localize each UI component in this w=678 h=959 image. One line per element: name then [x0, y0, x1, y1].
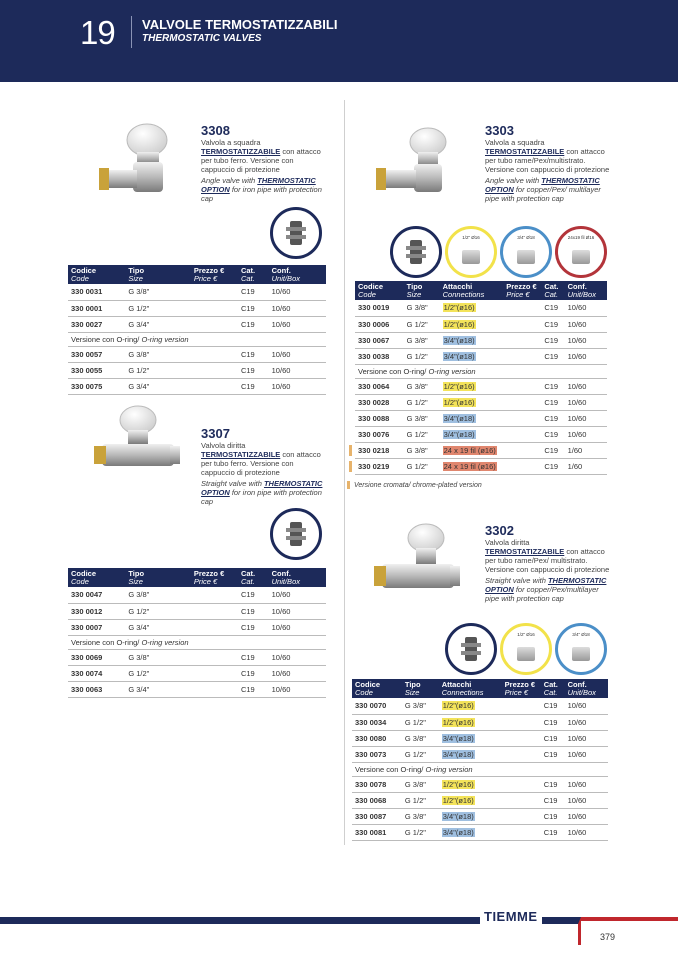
item-price: [191, 649, 238, 665]
item-code: 330 0012: [68, 603, 125, 619]
item-price: [503, 332, 541, 348]
valve-3307-photo: [88, 400, 188, 480]
item-size: G 3/8": [402, 808, 439, 824]
item-code: 330 0064: [355, 378, 404, 394]
product-code: 3307: [201, 426, 230, 441]
connection-half-inch-thumb: 1/2" Ø16: [500, 623, 552, 675]
item-conf: 10/60: [565, 792, 608, 808]
footer-hook: [573, 917, 581, 945]
product-3307-info: [201, 427, 327, 506]
col-header-conn: Attacchi Connections: [440, 281, 504, 300]
item-connection: 1/2"(ø16): [440, 378, 504, 394]
item-conf: 10/60: [269, 300, 326, 316]
item-cat: C19: [238, 681, 269, 697]
valve-3308-photo: [95, 120, 185, 200]
item-code: 330 0006: [355, 316, 404, 332]
head-detail-thumb: [270, 508, 322, 560]
item-price: [191, 665, 238, 681]
item-code: 330 0019: [355, 300, 404, 316]
item-size: G 3/8": [404, 332, 440, 348]
table-row: [355, 394, 607, 410]
item-conf: 10/60: [565, 698, 608, 714]
item-size: G 3/8": [125, 587, 191, 603]
item-code: 330 0069: [68, 649, 125, 665]
col-header-code: Codice Code: [355, 281, 404, 300]
item-connection: 3/4"(ø18): [439, 824, 502, 840]
item-code: 330 0219: [355, 458, 404, 474]
item-code: 330 0047: [68, 587, 125, 603]
col-header-conn: Attacchi Connections: [439, 679, 502, 698]
col-header-size: Tipo Size: [402, 679, 439, 698]
item-price: [502, 824, 541, 840]
item-connection: 1/2"(ø16): [439, 776, 502, 792]
item-cat: C19: [238, 378, 269, 394]
item-size: G 3/8": [404, 410, 440, 426]
item-code: 330 0081: [352, 824, 402, 840]
item-cat: C19: [238, 619, 269, 635]
product-description-en: Straight valve with THERMOSTATIC OPTION for copper/Pex/multilayer pipe with protection cap: [485, 576, 607, 603]
item-code: 330 0088: [355, 410, 404, 426]
connection-three-quarter-thumb: 3/4" Ø18: [500, 226, 552, 278]
item-connection: 3/4"(ø18): [440, 426, 504, 442]
page-header: [0, 0, 678, 82]
item-size: G 3/4": [125, 378, 191, 394]
chrome-note: Versione cromata/ chrome-plated version: [347, 481, 482, 489]
item-conf: 10/60: [269, 284, 326, 300]
connection-24x19-thumb: 24x19 fil Ø16: [555, 226, 607, 278]
table-row: [355, 300, 607, 316]
item-price: [502, 714, 541, 730]
page-number: 379: [600, 932, 616, 942]
item-code: 330 0068: [352, 792, 402, 808]
table-row: [352, 776, 608, 792]
item-cat: C19: [238, 603, 269, 619]
item-conf: 10/60: [565, 348, 607, 364]
item-price: [503, 442, 541, 458]
col-header-price: Prezzo € Price €: [191, 568, 238, 587]
item-cat: C19: [541, 698, 565, 714]
column-divider: [344, 100, 345, 845]
table-row: [355, 332, 607, 348]
col-header-price: Prezzo € Price €: [502, 679, 541, 698]
product-3303-info: [485, 124, 615, 203]
item-cat: C19: [541, 746, 565, 762]
table-row: [355, 410, 607, 426]
table-row: [68, 619, 326, 635]
item-cat: C19: [541, 300, 564, 316]
item-conf: 10/60: [269, 619, 326, 635]
item-size: G 1/2": [125, 603, 191, 619]
table-row: [68, 346, 326, 362]
item-conf: 10/60: [565, 332, 607, 348]
item-cat: C19: [238, 587, 269, 603]
item-price: [502, 746, 541, 762]
item-cat: C19: [238, 362, 269, 378]
item-conf: 10/60: [269, 649, 326, 665]
product-code: 3303: [485, 123, 514, 138]
table-row: [68, 316, 326, 332]
item-cat: C19: [238, 284, 269, 300]
table-row: [68, 681, 326, 697]
item-size: G 3/8": [402, 698, 439, 714]
fitting-icon: [462, 250, 480, 264]
col-header-size: Tipo Size: [125, 265, 191, 284]
head-detail-thumb: [445, 623, 497, 675]
item-conf: 10/60: [269, 587, 326, 603]
item-price: [191, 284, 238, 300]
page-title: VALVOLE TERMOSTATIZZABILI: [142, 17, 338, 32]
item-cat: C19: [541, 378, 564, 394]
item-size: G 1/2": [404, 458, 440, 474]
col-header-cat: Cat. Cat.: [541, 679, 565, 698]
item-code: 330 0034: [352, 714, 402, 730]
table-row: [352, 730, 608, 746]
product-description-en: Angle valve with THERMOSTATIC OPTION for iron pipe with protection cap: [201, 176, 322, 203]
table-row: [68, 300, 326, 316]
item-conf: 10/60: [269, 346, 326, 362]
item-connection: 3/4"(ø18): [439, 730, 502, 746]
fitting-icon: [572, 250, 590, 264]
item-conf: 10/60: [565, 410, 607, 426]
item-code: 330 0218: [355, 442, 404, 458]
item-size: G 3/8": [125, 346, 191, 362]
item-price: [191, 587, 238, 603]
item-connection: 24 x 19 fil (ø16): [440, 458, 504, 474]
product-3308-info: [201, 124, 327, 203]
item-code: 330 0074: [68, 665, 125, 681]
item-size: G 3/8": [404, 378, 440, 394]
item-cat: C19: [238, 649, 269, 665]
item-cat: C19: [238, 346, 269, 362]
item-code: 330 0027: [68, 316, 125, 332]
item-price: [191, 300, 238, 316]
table-row: [68, 378, 326, 394]
item-connection: 3/4"(ø18): [440, 332, 504, 348]
table-row: [355, 378, 607, 394]
page-subtitle: THERMOSTATIC VALVES: [142, 33, 262, 44]
oring-subheader: Versione con O-ring/ O-ring version: [68, 332, 326, 346]
item-code: 330 0075: [68, 378, 125, 394]
item-cat: C19: [541, 792, 565, 808]
item-conf: 10/60: [565, 808, 608, 824]
item-price: [191, 619, 238, 635]
item-conf: 10/60: [565, 378, 607, 394]
item-size: G 1/2": [402, 746, 439, 762]
item-size: G 3/8": [125, 284, 191, 300]
table-row: [352, 792, 608, 808]
oring-subheader: Versione con O-ring/ O-ring version: [68, 635, 326, 649]
item-size: G 3/4": [125, 681, 191, 697]
item-size: G 1/2": [404, 394, 440, 410]
item-price: [502, 792, 541, 808]
item-connection: 3/4"(ø18): [440, 348, 504, 364]
item-cat: C19: [238, 316, 269, 332]
item-size: G 3/8": [404, 442, 440, 458]
oring-subheader: Versione con O-ring/ O-ring version: [352, 762, 608, 776]
item-price: [191, 362, 238, 378]
table-row: [352, 714, 608, 730]
col-header-price: Prezzo € Price €: [191, 265, 238, 284]
item-cat: C19: [541, 808, 565, 824]
product-code: 3308: [201, 123, 230, 138]
col-header-price: Prezzo € Price €: [503, 281, 541, 300]
product-3302-info: [485, 524, 615, 603]
item-code: 330 0078: [352, 776, 402, 792]
section-number: 19: [80, 14, 115, 51]
item-code: 330 0076: [355, 426, 404, 442]
table-3307: [68, 568, 326, 698]
item-price: [503, 394, 541, 410]
fitting-icon: [517, 250, 535, 264]
connection-three-quarter-thumb: 3/4" Ø18: [555, 623, 607, 675]
item-cat: C19: [541, 458, 564, 474]
item-cat: C19: [541, 730, 565, 746]
fitting-icon: [572, 647, 590, 661]
item-code: 330 0087: [352, 808, 402, 824]
item-connection: 1/2"(ø16): [439, 698, 502, 714]
product-description-it: Valvola diritta TERMOSTATIZZABILE con attacco per tubo rame/Pex/ multistrato. Versione con cappuccio di protezione: [485, 538, 610, 574]
item-price: [503, 458, 541, 474]
item-conf: 1/60: [565, 458, 607, 474]
item-price: [191, 346, 238, 362]
item-code: 330 0038: [355, 348, 404, 364]
item-cat: C19: [541, 776, 565, 792]
item-code: 330 0028: [355, 394, 404, 410]
col-header-size: Tipo Size: [404, 281, 440, 300]
table-row: [68, 665, 326, 681]
item-price: [503, 348, 541, 364]
item-cat: C19: [541, 426, 564, 442]
item-code: 330 0001: [68, 300, 125, 316]
table-row: [68, 649, 326, 665]
item-price: [191, 603, 238, 619]
item-conf: 10/60: [565, 426, 607, 442]
item-cat: C19: [238, 665, 269, 681]
item-size: G 3/8": [402, 730, 439, 746]
item-code: 330 0031: [68, 284, 125, 300]
item-connection: 3/4"(ø18): [439, 746, 502, 762]
product-description-it: Valvola a squadra TERMOSTATIZZABILE con attacco per tubo ferro. Versione con cappuccio di protezione: [201, 138, 321, 174]
item-size: G 3/4": [125, 316, 191, 332]
item-size: G 3/8": [125, 649, 191, 665]
item-conf: 10/60: [565, 776, 608, 792]
item-cat: C19: [541, 332, 564, 348]
col-header-conf: Conf. Unit/Box: [269, 265, 326, 284]
item-conf: 10/60: [269, 316, 326, 332]
item-conf: 10/60: [565, 394, 607, 410]
item-price: [503, 316, 541, 332]
col-header-code: Codice Code: [68, 568, 125, 587]
item-price: [502, 730, 541, 746]
item-cat: C19: [238, 300, 269, 316]
item-cat: C19: [541, 824, 565, 840]
item-connection: 1/2"(ø16): [439, 714, 502, 730]
col-header-code: Codice Code: [68, 265, 125, 284]
table-3302: [352, 679, 608, 841]
item-cat: C19: [541, 394, 564, 410]
col-header-conf: Conf. Unit/Box: [565, 281, 607, 300]
item-code: 330 0067: [355, 332, 404, 348]
item-price: [191, 316, 238, 332]
item-size: G 3/4": [125, 619, 191, 635]
col-header-cat: Cat. Cat.: [541, 281, 564, 300]
item-code: 330 0007: [68, 619, 125, 635]
item-conf: 1/60: [565, 442, 607, 458]
col-header-conf: Conf. Unit/Box: [269, 568, 326, 587]
col-header-cat: Cat. Cat.: [238, 568, 269, 587]
item-code: 330 0073: [352, 746, 402, 762]
header-divider: [131, 16, 132, 48]
item-conf: 10/60: [565, 300, 607, 316]
item-size: G 1/2": [402, 824, 439, 840]
item-size: G 1/2": [125, 665, 191, 681]
item-price: [502, 776, 541, 792]
product-description-it: Valvola a squadra TERMOSTATIZZABILE con attacco per tubo rame/Pex/multistrato. Versione con cappuccio di protezione: [485, 138, 610, 174]
item-price: [502, 808, 541, 824]
product-code: 3302: [485, 523, 514, 538]
table-row: [355, 348, 607, 364]
table-row: [355, 426, 607, 442]
item-code: 330 0070: [352, 698, 402, 714]
item-connection: 1/2"(ø16): [440, 300, 504, 316]
item-conf: 10/60: [269, 681, 326, 697]
item-size: G 3/8": [404, 300, 440, 316]
head-detail-thumb: [390, 226, 442, 278]
item-code: 330 0063: [68, 681, 125, 697]
item-code: 330 0080: [352, 730, 402, 746]
item-connection: 3/4"(ø18): [440, 410, 504, 426]
item-size: G 1/2": [125, 362, 191, 378]
item-price: [191, 378, 238, 394]
footer-accent: [581, 917, 678, 921]
table-row: [352, 808, 608, 824]
table-row: [68, 284, 326, 300]
col-header-conf: Conf. Unit/Box: [565, 679, 608, 698]
item-code: 330 0057: [68, 346, 125, 362]
item-code: 330 0055: [68, 362, 125, 378]
item-size: G 1/2": [125, 300, 191, 316]
table-row: [355, 458, 607, 474]
item-cat: C19: [541, 714, 565, 730]
table-row: [68, 587, 326, 603]
item-size: G 1/2": [402, 792, 439, 808]
item-connection: 3/4"(ø18): [439, 808, 502, 824]
item-connection: 1/2"(ø16): [440, 394, 504, 410]
item-size: G 3/8": [402, 776, 439, 792]
item-conf: 10/60: [269, 378, 326, 394]
table-row: [68, 362, 326, 378]
fitting-icon: [517, 647, 535, 661]
oring-subheader: Versione con O-ring/ O-ring version: [355, 364, 607, 378]
item-cat: C19: [541, 410, 564, 426]
brand-logo: TIEMME: [480, 909, 542, 924]
item-price: [503, 300, 541, 316]
item-cat: C19: [541, 442, 564, 458]
col-header-cat: Cat. Cat.: [238, 265, 269, 284]
table-row: [68, 603, 326, 619]
col-header-code: Codice Code: [352, 679, 402, 698]
item-price: [191, 681, 238, 697]
product-description-en: Angle valve with THERMOSTATIC OPTION for copper/Pex/ multilayer pipe with protection cap: [485, 176, 601, 203]
connection-half-inch-thumb: 1/2" Ø16: [445, 226, 497, 278]
item-cat: C19: [541, 348, 564, 364]
item-price: [502, 698, 541, 714]
table-3308: [68, 265, 326, 395]
table-3303: [355, 281, 607, 475]
item-price: [503, 426, 541, 442]
table-row: [352, 824, 608, 840]
item-conf: 10/60: [565, 730, 608, 746]
item-size: G 1/2": [404, 426, 440, 442]
item-size: G 1/2": [404, 316, 440, 332]
table-row: [355, 442, 607, 458]
item-connection: 1/2"(ø16): [439, 792, 502, 808]
item-conf: 10/60: [565, 714, 608, 730]
head-detail-thumb: [270, 207, 322, 259]
table-row: [352, 698, 608, 714]
item-conf: 10/60: [269, 665, 326, 681]
item-conf: 10/60: [269, 603, 326, 619]
product-description-en: Straight valve with THERMOSTATIC OPTION for iron pipe with protection cap: [201, 479, 323, 506]
item-connection: 1/2"(ø16): [440, 316, 504, 332]
valve-3303-photo: [370, 122, 470, 202]
valve-3302-photo: [366, 520, 466, 610]
item-connection: 24 x 19 fil (ø16): [440, 442, 504, 458]
table-row: [355, 316, 607, 332]
item-size: G 1/2": [404, 348, 440, 364]
col-header-size: Tipo Size: [125, 568, 191, 587]
table-row: [352, 746, 608, 762]
item-price: [503, 410, 541, 426]
item-price: [503, 378, 541, 394]
item-conf: 10/60: [565, 316, 607, 332]
item-cat: C19: [541, 316, 564, 332]
item-conf: 10/60: [269, 362, 326, 378]
item-conf: 10/60: [565, 746, 608, 762]
item-size: G 1/2": [402, 714, 439, 730]
item-conf: 10/60: [565, 824, 608, 840]
product-description-it: Valvola diritta TERMOSTATIZZABILE con attacco per tubo ferro. Versione con cappuccio di protezione: [201, 441, 321, 477]
